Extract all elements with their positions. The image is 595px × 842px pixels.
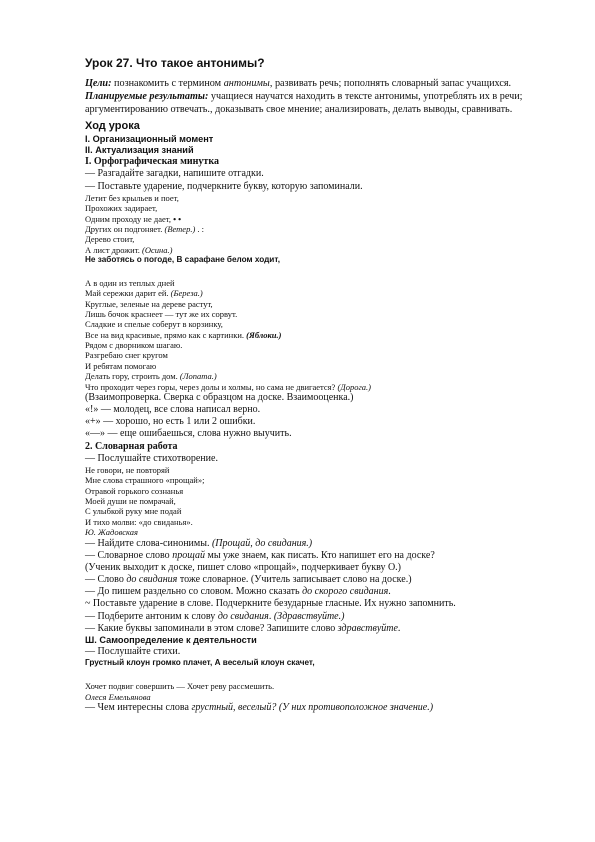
document-page: [85, 56, 550, 714]
riddle-line: Летит без крыльев и поет,: [85, 192, 179, 203]
vocab-line: [85, 586, 550, 598]
course-heading: Ход урока: [85, 120, 140, 133]
riddle-answer: (Яблоки.): [246, 329, 282, 340]
results-text: учащиеся научатся находить в тексте антонимы, употреблять их в речи; аргументированию отвечать., доказывать свое мнение; анализировать, делать выводы, сравнивать.: [85, 90, 523, 116]
vocab-answer: (Здравствуйте.): [273, 610, 345, 622]
poem-author: Олеся Емельянова: [85, 691, 151, 702]
riddle-text: А лист дрожит.: [85, 244, 143, 255]
final-question: [85, 702, 550, 714]
vocab-word: до скорого свидания: [302, 586, 389, 598]
results-label: Планируемые результаты:: [85, 90, 209, 102]
riddle-text: Что проходит через горы, через долы и холмы, но сама не двигается?: [85, 381, 338, 392]
vocab-text: — До пишем раздельно со словом. Можно сказать: [85, 586, 303, 598]
riddle-line: А в один из теплых дней: [85, 277, 175, 288]
vocab-word: до свидания: [126, 574, 178, 586]
final-answer: (У них противоположное значение.): [276, 702, 434, 714]
riddle-line: Рядом с дворником шагаю.: [85, 340, 183, 351]
vocab-word: прощай: [172, 549, 205, 561]
riddle-line: Дерево стоит,: [85, 234, 135, 245]
vocab-line: [85, 574, 550, 586]
goals-text-2: , развивать речь; пополнять словарный запас учащихся.: [269, 77, 512, 89]
task-line: — Разгадайте загадки, напишите отгадки.: [85, 168, 264, 180]
task-line: — Послушайте стихи.: [85, 646, 181, 658]
task-line: — Поставьте ударение, подчеркните букву, которую запоминали.: [85, 180, 363, 192]
check-line: «+» — хорошо, но есть 1 или 2 ошибки.: [85, 416, 256, 428]
page-title: Урок 27. Что такое антонимы?: [85, 56, 265, 70]
check-line: «—» — еще ошибаешься, слова нужно выучить.: [85, 428, 292, 440]
poem-author: Ю. Жадовская: [85, 527, 138, 538]
poem-line: Моей души не помрачай,: [85, 496, 176, 507]
vocab-line: [85, 538, 550, 550]
vocab-text: .: [268, 610, 274, 622]
section-2-heading: 2. Словарная работа: [85, 440, 178, 452]
poem-line: И тихо молви: «до свиданья».: [85, 516, 193, 527]
spacer: [85, 668, 550, 681]
vocab-answer: (Прощай, до свидания.): [211, 537, 313, 549]
goals-label: Цели:: [85, 77, 112, 89]
riddle-line: Сладкие и спелые соберут в корзинку,: [85, 319, 223, 330]
vocab-text: мы уже знаем, как писать. Кто напишет его на доске?: [205, 549, 435, 561]
goals-text-1: познакомить с термином: [111, 77, 224, 89]
riddle-line: [85, 382, 550, 392]
riddle-line: Круглые, зеленые на дереве растут,: [85, 298, 213, 309]
check-line: «!» — молодец, все слова написал верно.: [85, 404, 261, 416]
riddle-line: [85, 214, 550, 224]
vocab-word: здравствуйте: [337, 622, 398, 634]
poem-line: Хочет подвиг совершить — Хочет реву рассмешить.: [85, 681, 275, 692]
poem-line: Не говори, не повторяй: [85, 465, 170, 476]
riddle-text: Других он подгоняет.: [85, 223, 165, 234]
vocab-text: — Найдите слова-синонимы.: [85, 537, 212, 549]
riddle-answer: (Ветер.): [164, 223, 196, 234]
riddle-text: Одним проходу не дает,: [85, 213, 171, 224]
riddle-answer: (Лопата.): [179, 371, 217, 382]
stage-3-heading: Ш. Самоопределение к деятельности: [85, 635, 257, 646]
poem-line: Мне слова страшного «прощай»;: [85, 475, 205, 486]
riddle-line: И ребятам помогаю: [85, 360, 157, 371]
vocab-line: [85, 611, 550, 623]
goals-paragraph: [85, 77, 550, 90]
riddle-line: Прохожих задирает,: [85, 203, 158, 214]
task-line: — Послушайте стихотворение.: [85, 452, 218, 464]
vocab-line: (Ученик выходит к доске, пишет слово «прощай», подчеркивает букву О.): [85, 561, 402, 573]
vocab-text: — Какие буквы запоминали в этом слове? Запишите слово: [85, 622, 338, 634]
riddle-answer: (Дорога.): [337, 381, 371, 392]
riddle-text: . :: [195, 223, 205, 234]
riddle-text: Все на вид красивые, прямо как с картинки.: [85, 329, 247, 340]
section-1-heading: I. Орфографическая минутка: [85, 156, 219, 168]
riddle-text: Май сережки дарит ей.: [85, 288, 171, 299]
vocab-word: до свидания: [217, 610, 269, 622]
riddle-line: [85, 245, 550, 255]
riddle-line: [85, 288, 550, 298]
vocab-text: — Подберите антоним к слову: [85, 610, 218, 622]
results-paragraph: [85, 90, 550, 117]
stage-1-heading: I. Организационный момент: [85, 133, 214, 144]
vocab-text: .: [388, 586, 391, 598]
stress-marks: • •: [170, 213, 182, 224]
final-text: — Чем интересны слова: [85, 702, 192, 714]
vocab-text: — Словарное слово: [85, 549, 173, 561]
vocab-line: [85, 550, 550, 562]
riddle-line: Лишь бочок краснеет — тут же их сорвут.: [85, 309, 238, 320]
vocab-text: .: [397, 622, 401, 634]
goals-term: антонимы: [223, 77, 270, 89]
vocab-line: ~ Поставьте ударение в слове. Подчеркните безударные гласные. Их нужно запомнить.: [85, 598, 456, 610]
poem-line: С улыбкой руку мне подай: [85, 506, 182, 517]
vocab-text: — Слово: [85, 574, 127, 586]
riddle-line: [85, 224, 550, 234]
check-line: (Взаимопроверка. Сверка с образцом на доске. Взаимооценка.): [85, 391, 354, 403]
clown-bold-line: Грустный клоун громко плачет, А веселый клоун скачет,: [85, 658, 315, 668]
riddle-answer: (Осина.): [142, 244, 173, 255]
riddle-line: [85, 330, 550, 340]
riddle-bold-line: Не заботясь о погоде, В сарафане белом ходит,: [85, 254, 280, 264]
riddle-line: Разгребаю снег кругом: [85, 350, 168, 361]
stage-2-heading: II. Актуализация знаний: [85, 145, 194, 155]
spacer: [85, 265, 550, 278]
riddle-answer: (Береза.): [170, 288, 203, 299]
vocab-text: тоже словарное. (Учитель записывает слово на доске.): [177, 574, 412, 586]
final-words: грустный, веселый?: [191, 702, 277, 714]
poem-line: Отравой горького сознанья: [85, 485, 184, 496]
vocab-line: [85, 623, 550, 635]
riddle-text: Делать гору, строить дом.: [85, 371, 180, 382]
riddle-line: [85, 371, 550, 381]
